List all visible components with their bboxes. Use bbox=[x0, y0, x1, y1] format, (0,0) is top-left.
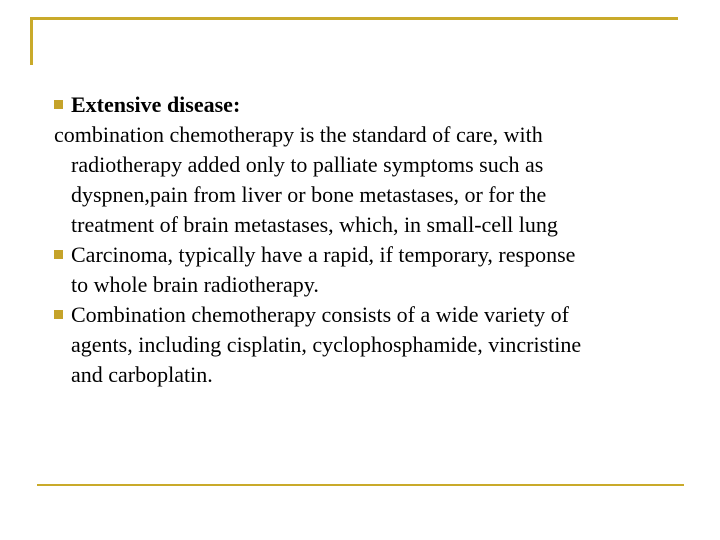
paragraph-line: dyspnen,pain from liver or bone metastases, or for the bbox=[71, 182, 547, 207]
section-heading: Extensive disease: bbox=[71, 92, 241, 117]
bullet-text-line: Carcinoma, typically have a rapid, if temporary, response bbox=[71, 242, 576, 267]
bullet-text-line: and carboplatin. bbox=[71, 362, 213, 387]
paragraph-line: treatment of brain metastases, which, in small-cell lung bbox=[71, 212, 558, 237]
paragraph-line: radiotherapy added only to palliate symptoms such as bbox=[71, 152, 544, 177]
bullet-text-line: to whole brain radiotherapy. bbox=[71, 272, 319, 297]
paragraph-line: combination chemotherapy is the standard of care, with bbox=[54, 122, 543, 147]
top-border-line bbox=[30, 17, 678, 20]
bullet-item-heading bbox=[54, 90, 694, 120]
bullet-text-line: Combination chemotherapy consists of a wide variety of bbox=[71, 302, 569, 327]
bottom-border-line bbox=[37, 484, 684, 486]
left-border-line bbox=[30, 17, 33, 65]
square-bullet-icon bbox=[54, 250, 63, 259]
square-bullet-icon bbox=[54, 100, 63, 109]
bullet-text-line: agents, including cisplatin, cyclophosphamide, vincristine bbox=[71, 332, 582, 357]
bullet-item-carcinoma bbox=[54, 240, 694, 300]
slide-body bbox=[54, 90, 694, 390]
bullet-item-combination bbox=[54, 300, 694, 390]
square-bullet-icon bbox=[54, 310, 63, 319]
paragraph-continuation bbox=[54, 150, 694, 240]
